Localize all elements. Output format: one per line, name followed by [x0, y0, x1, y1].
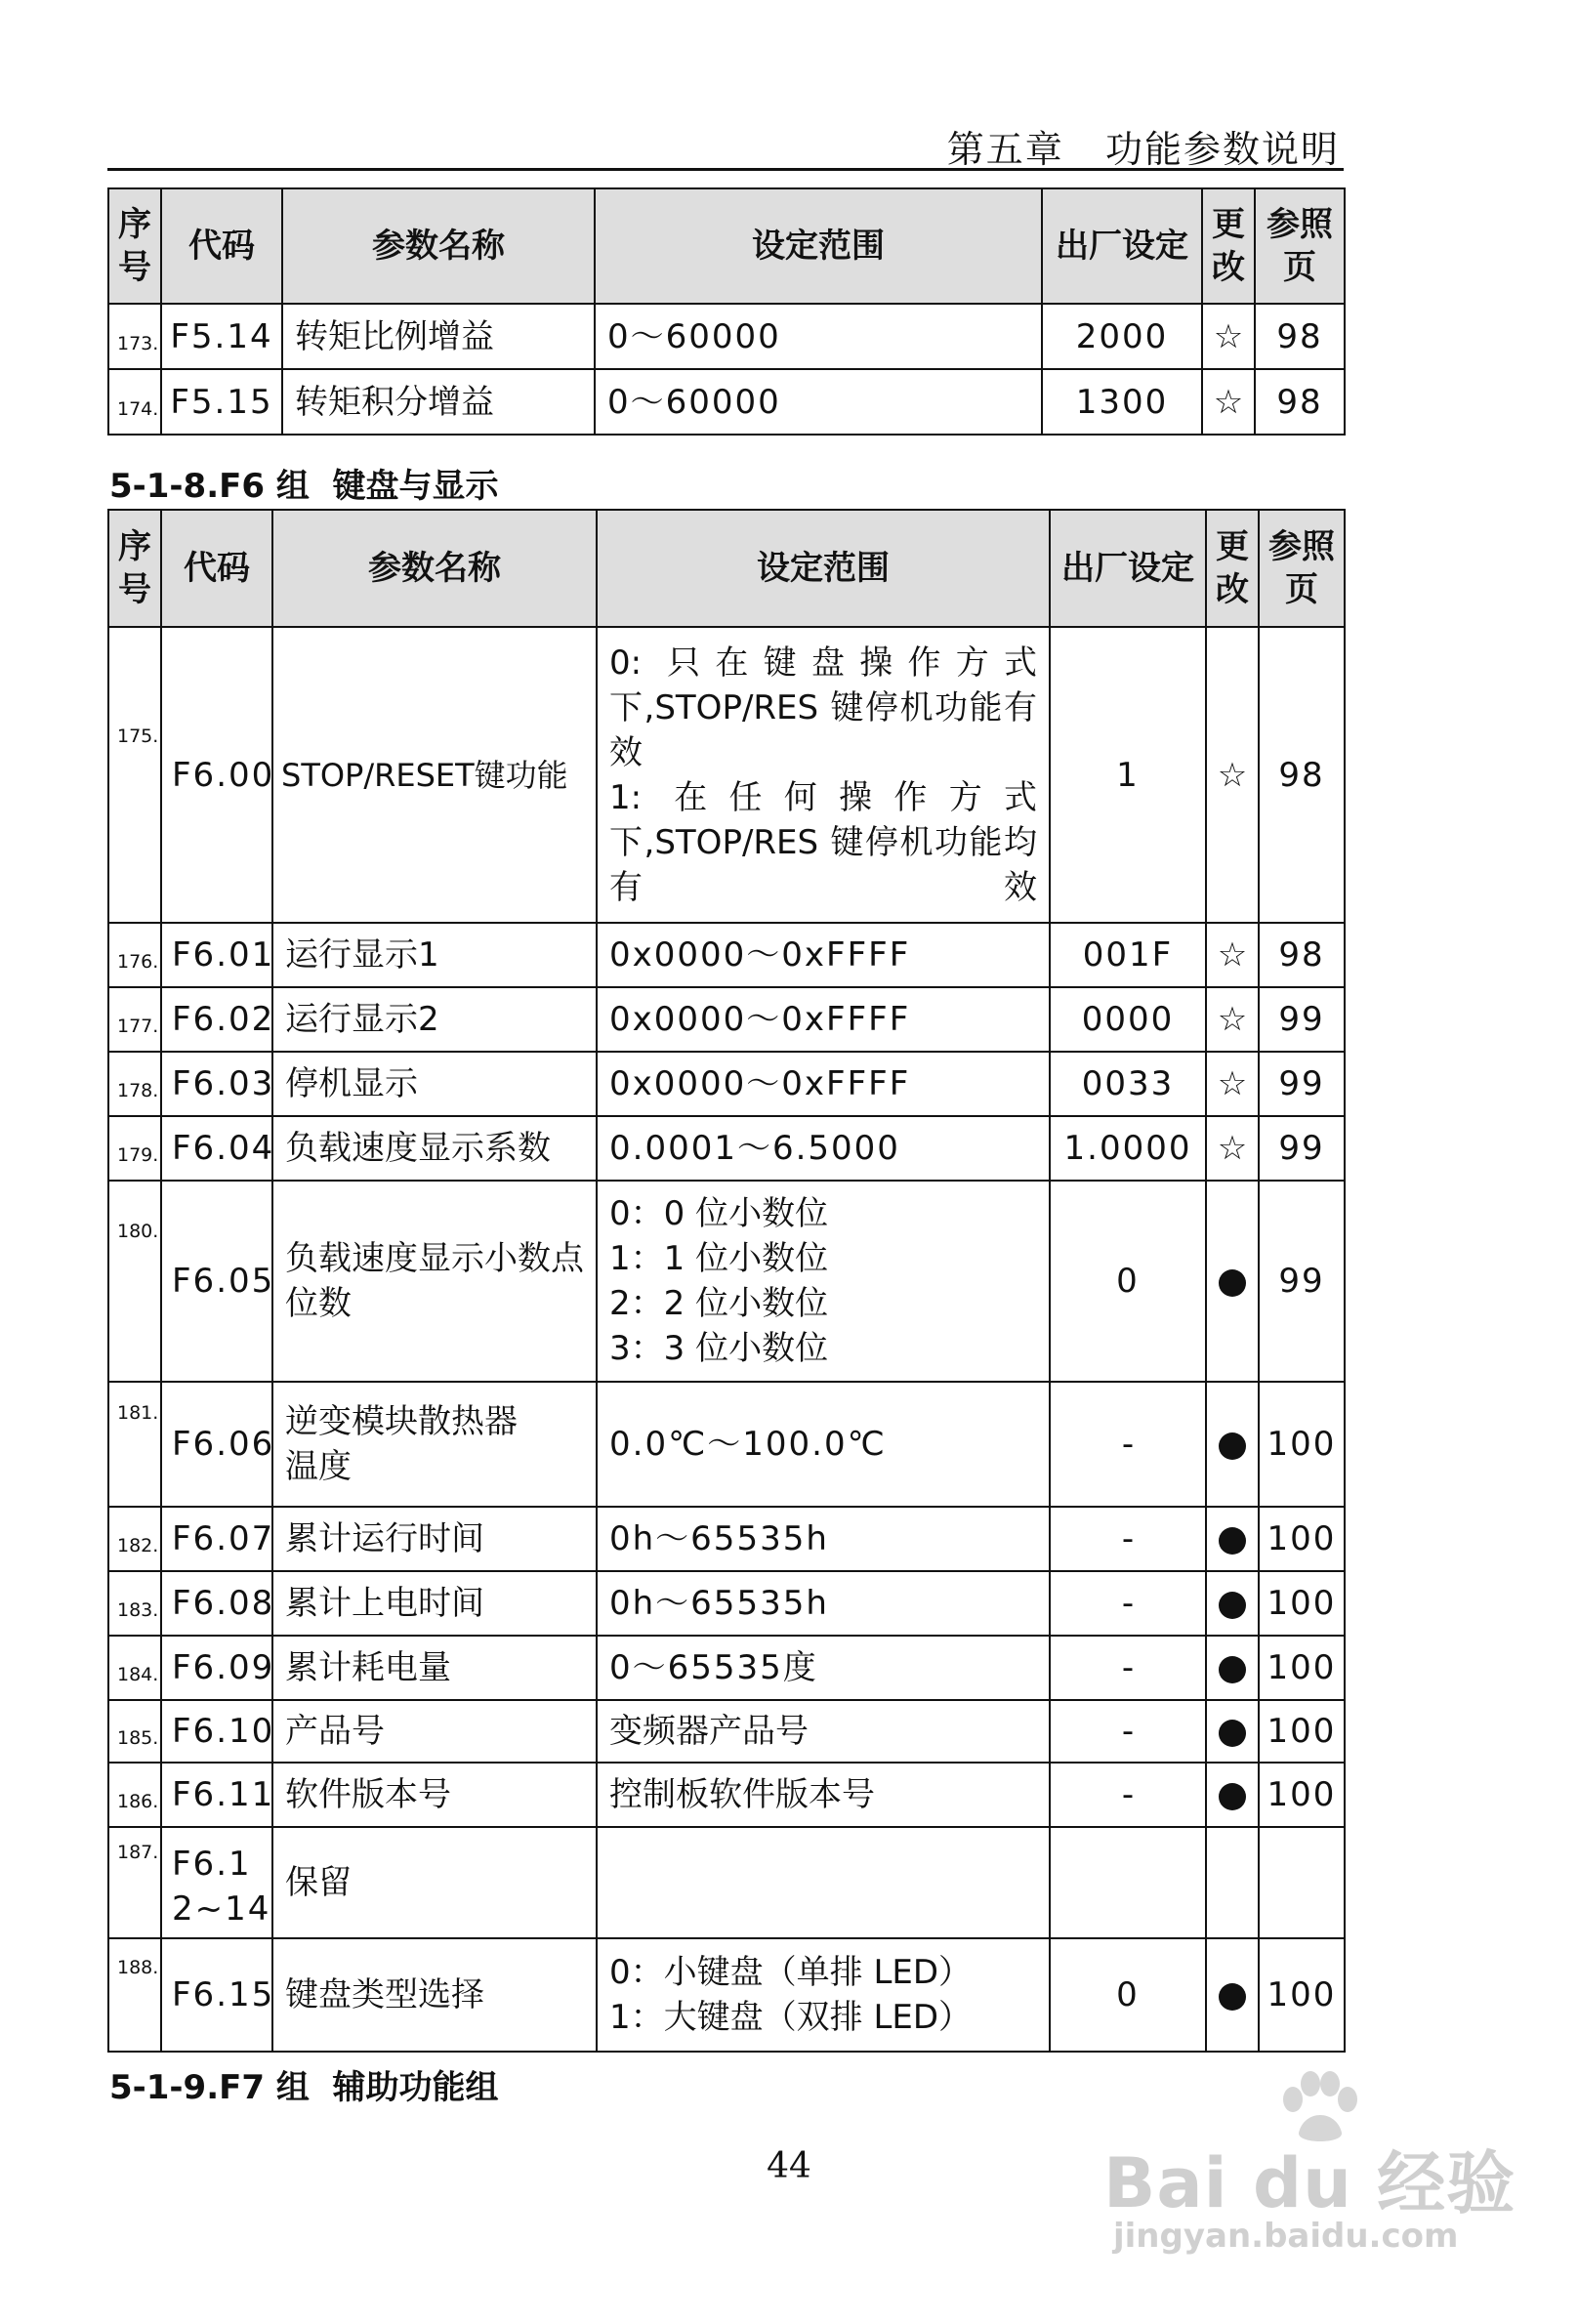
row-change-star: ☆ [1202, 304, 1255, 369]
range-line: 0: 只在键盘操作方式下,STOP/RES 键停机功能有效 [609, 643, 1037, 772]
modify-dot-icon [1219, 1527, 1246, 1555]
row-code: F6.05 [161, 1181, 272, 1382]
row-name: STOP/RESET键功能 [272, 627, 597, 923]
row-code: F6.04 [161, 1116, 272, 1181]
row-ref: 98 [1255, 369, 1345, 435]
row-default [1050, 1827, 1206, 1938]
table-row [108, 1382, 1345, 1507]
row-default: 0 [1050, 1181, 1206, 1382]
range-line: 2：2 位小数位 [609, 1284, 829, 1323]
row-no: 185. [108, 1700, 161, 1763]
row-default: 1300 [1042, 369, 1202, 435]
row-default: 0000 [1050, 987, 1206, 1052]
table-header-row [108, 188, 1345, 304]
row-ref: 98 [1255, 304, 1345, 369]
row-range: 控制板软件版本号 [597, 1763, 1050, 1827]
row-no: 175. [108, 627, 161, 923]
row-change [1206, 1181, 1259, 1382]
row-change-star: ☆ [1202, 369, 1255, 435]
row-ref: 100 [1259, 1636, 1345, 1700]
page-header [107, 115, 1344, 171]
row-range: 0x0000～0xFFFF [597, 1052, 1050, 1116]
row-name: 运行显示2 [272, 987, 597, 1052]
row-default: 001F [1050, 923, 1206, 987]
table-row [108, 1636, 1345, 1700]
row-default: - [1050, 1382, 1206, 1507]
table-row [108, 1938, 1345, 2052]
row-no: 184. [108, 1636, 161, 1700]
table-row [108, 1052, 1345, 1116]
row-no: 183. [108, 1571, 161, 1636]
row-default: - [1050, 1571, 1206, 1636]
row-name: 软件版本号 [272, 1763, 597, 1827]
row-change-star: ☆ [1206, 987, 1259, 1052]
row-range: 变频器产品号 [597, 1700, 1050, 1763]
table-row [108, 1827, 1345, 1938]
row-range [597, 1938, 1050, 2052]
watermark-url: jingyan.baidu.com [1113, 2217, 1459, 2256]
row-default: - [1050, 1636, 1206, 1700]
row-change [1206, 1700, 1259, 1763]
row-code: F6.10 [161, 1700, 272, 1763]
row-change-star: ☆ [1206, 923, 1259, 987]
row-range: 0.0℃～100.0℃ [597, 1382, 1050, 1507]
row-no: 176. [108, 923, 161, 987]
row-change [1206, 1827, 1259, 1938]
range-line: 0：0 位小数位 [609, 1194, 829, 1233]
row-range: 0h～65535h [597, 1571, 1050, 1636]
table-row [108, 627, 1345, 923]
row-name: 累计运行时间 [272, 1507, 597, 1571]
row-name: 键盘类型选择 [272, 1938, 597, 2052]
range-line: 0：小键盘（单排 LED） [609, 1953, 973, 1992]
range-line: 1: 在任何操作方式下,STOP/RES 键停机功能均有效 [609, 777, 1037, 907]
table-row [108, 1700, 1345, 1763]
row-name: 负载速度显示系数 [272, 1116, 597, 1181]
range-line: 1：1 位小数位 [609, 1239, 829, 1278]
row-name: 累计耗电量 [272, 1636, 597, 1700]
row-range: 0～60000 [595, 369, 1042, 435]
col-header-range: 设定范围 [595, 188, 1042, 304]
row-no: 182. [108, 1507, 161, 1571]
modify-dot-icon [1219, 1592, 1246, 1619]
col-header-name: 参数名称 [272, 510, 597, 627]
col-header-change: 更改 [1202, 188, 1255, 304]
table-row [108, 304, 1345, 369]
row-no: 188. [108, 1938, 161, 2052]
row-ref: 98 [1259, 923, 1345, 987]
row-default: 1.0000 [1050, 1116, 1206, 1181]
row-change-star: ☆ [1206, 1116, 1259, 1181]
col-header-change: 更改 [1206, 510, 1259, 627]
row-change [1206, 1507, 1259, 1571]
modify-dot-icon [1219, 1783, 1246, 1810]
row-name: 逆变模块散热器温度 [272, 1382, 597, 1507]
row-default: - [1050, 1763, 1206, 1827]
col-header-range: 设定范围 [597, 510, 1050, 627]
row-range: 0h～65535h [597, 1507, 1050, 1571]
table-row [108, 987, 1345, 1052]
table-row [108, 923, 1345, 987]
row-code: F6.08 [161, 1571, 272, 1636]
row-name: 产品号 [272, 1700, 597, 1763]
col-header-ref: 参照页 [1255, 188, 1345, 304]
row-change [1206, 1571, 1259, 1636]
col-header-code: 代码 [161, 188, 282, 304]
row-code: F6.00 [161, 627, 272, 923]
section-heading-f6: 5-1-8.F6 组 键盘与显示 [109, 467, 499, 506]
modify-dot-icon [1219, 1432, 1246, 1460]
modify-dot-icon [1219, 1269, 1246, 1297]
col-header-ref: 参照页 [1259, 510, 1345, 627]
row-ref: 100 [1259, 1700, 1345, 1763]
row-range [597, 627, 1050, 923]
row-range [597, 1181, 1050, 1382]
row-code: F6.11 [161, 1763, 272, 1827]
col-header-code: 代码 [161, 510, 272, 627]
row-no: 177. [108, 987, 161, 1052]
table-row [108, 1507, 1345, 1571]
section-heading-f7: 5-1-9.F7 组 辅助功能组 [109, 2068, 499, 2107]
row-ref: 100 [1259, 1571, 1345, 1636]
row-no: 178. [108, 1052, 161, 1116]
modify-dot-icon [1219, 1656, 1246, 1683]
row-ref: 100 [1259, 1382, 1345, 1507]
row-range: 0～65535度 [597, 1636, 1050, 1700]
col-header-no: 序号 [108, 188, 161, 304]
table-header-row [108, 510, 1345, 627]
table-row [108, 1116, 1345, 1181]
page-number: 44 [767, 2146, 811, 2186]
row-default: - [1050, 1700, 1206, 1763]
row-no: 180. [108, 1181, 161, 1382]
row-name: 负载速度显示小数点位数 [272, 1181, 597, 1382]
row-name: 停机显示 [272, 1052, 597, 1116]
row-code: F6.01 [161, 923, 272, 987]
row-no: 179. [108, 1116, 161, 1181]
row-code: F6.12~14 [161, 1827, 272, 1938]
row-code: F6.07 [161, 1507, 272, 1571]
row-name: 转矩积分增益 [282, 369, 595, 435]
col-header-no: 序号 [108, 510, 161, 627]
col-header-default: 出厂设定 [1042, 188, 1202, 304]
row-code: F5.14 [161, 304, 282, 369]
row-code: F5.15 [161, 369, 282, 435]
row-code: F6.09 [161, 1636, 272, 1700]
row-ref: 100 [1259, 1938, 1345, 2052]
row-change [1206, 1763, 1259, 1827]
row-name: 累计上电时间 [272, 1571, 597, 1636]
row-code: F6.03 [161, 1052, 272, 1116]
param-table-f6 [107, 509, 1346, 2053]
range-line: 3：3 位小数位 [609, 1329, 829, 1368]
row-code: F6.02 [161, 987, 272, 1052]
watermark-logo: Bai du 经验 [1103, 2143, 1516, 2223]
row-code: F6.15 [161, 1938, 272, 2052]
row-code: F6.06 [161, 1382, 272, 1507]
col-header-default: 出厂设定 [1050, 510, 1206, 627]
col-header-name: 参数名称 [282, 188, 595, 304]
row-ref [1259, 1827, 1345, 1938]
row-ref: 99 [1259, 1181, 1345, 1382]
row-ref: 99 [1259, 987, 1345, 1052]
row-default: - [1050, 1507, 1206, 1571]
row-name: 运行显示1 [272, 923, 597, 987]
row-ref: 98 [1259, 627, 1345, 923]
row-range: 0x0000～0xFFFF [597, 923, 1050, 987]
row-change [1206, 1938, 1259, 2052]
row-change [1206, 1382, 1259, 1507]
row-default: 1 [1050, 627, 1206, 923]
row-no: 173. [108, 304, 161, 369]
row-name: 保留 [272, 1827, 597, 1938]
row-no: 181. [108, 1382, 161, 1507]
row-default: 0 [1050, 1938, 1206, 2052]
row-range: 0x0000～0xFFFF [597, 987, 1050, 1052]
row-no: 174. [108, 369, 161, 435]
chapter-title: 第五章 功能参数说明 [946, 128, 1340, 171]
baidu-watermark [1103, 2070, 1514, 2256]
row-default: 2000 [1042, 304, 1202, 369]
table-row [108, 1181, 1345, 1382]
row-ref: 99 [1259, 1052, 1345, 1116]
modify-dot-icon [1219, 1720, 1246, 1747]
row-no: 186. [108, 1763, 161, 1827]
table-row [108, 369, 1345, 435]
row-ref: 99 [1259, 1116, 1345, 1181]
param-table-f5 [107, 187, 1346, 436]
row-change-star: ☆ [1206, 1052, 1259, 1116]
table-row [108, 1763, 1345, 1827]
row-ref: 100 [1259, 1763, 1345, 1827]
row-ref: 100 [1259, 1507, 1345, 1571]
row-no: 187. [108, 1827, 161, 1938]
row-change-star: ☆ [1206, 627, 1259, 923]
table-row [108, 1571, 1345, 1636]
range-line: 1：大键盘（双排 LED） [609, 1998, 973, 2037]
row-default: 0033 [1050, 1052, 1206, 1116]
row-name: 转矩比例增益 [282, 304, 595, 369]
row-range: 0～60000 [595, 304, 1042, 369]
row-range [597, 1827, 1050, 1938]
modify-dot-icon [1219, 1983, 1246, 2011]
row-range: 0.0001～6.5000 [597, 1116, 1050, 1181]
row-change [1206, 1636, 1259, 1700]
